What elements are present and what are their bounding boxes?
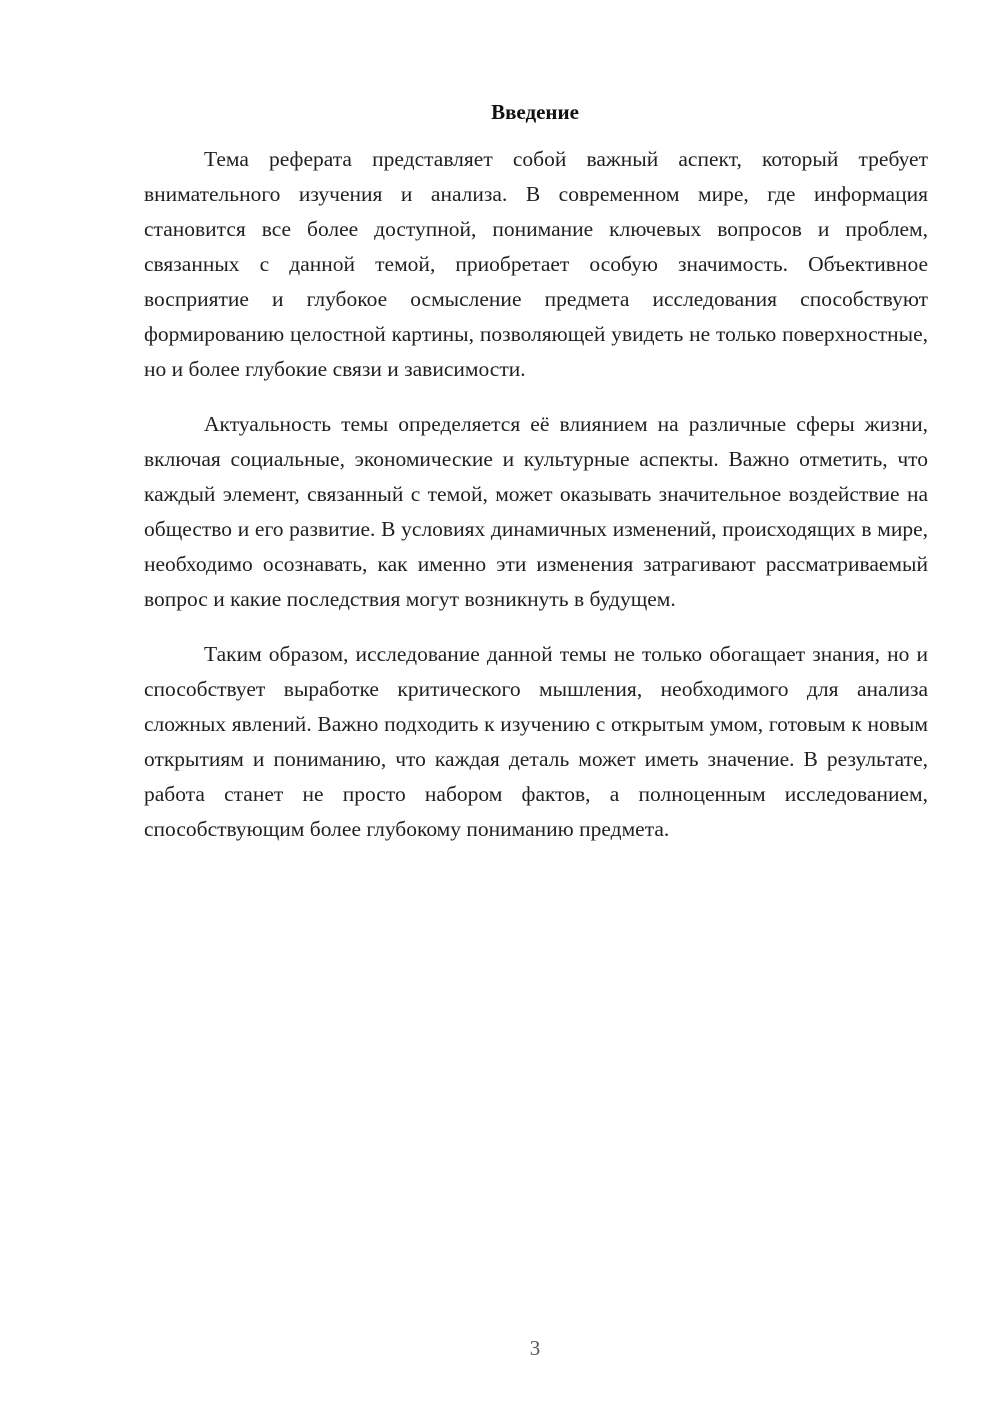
paragraph-3: Таким образом, исследование данной темы не только обогащает знания, но и способствует выработке критического мышления, необходимого для анализа сложных явлений. Важно подходить к изучению с открытым умом, готовым к новым открытиям и пониманию, что каждая деталь может иметь значение. В результате, работа станет не просто набором фактов, а полноценным исследованием, способствующим более глубокому пониманию предмета. — [144, 642, 928, 841]
paragraph-1: Тема реферата представляет собой важный аспект, который требует внимательного изучения и анализа. В современном мире, где информация становится все более доступной, понимание ключевых вопросов и проблем, связанных с данной темой, приобретает особую значимость. Объективное восприятие и глубокое осмысление предмета исследования способствуют формированию целостной картины, позволяющей увидеть не только поверхностные, но и более глубокие связи и зависимости. — [144, 147, 928, 381]
document-body — [144, 142, 928, 867]
page-title: Введение — [491, 100, 579, 124]
page-number: 3 — [529, 1336, 541, 1360]
paragraph-2: Актуальность темы определяется её влиянием на различные сферы жизни, включая социальные, экономические и культурные аспекты. Важно отметить, что каждый элемент, связанный с темой, может оказывать значительное воздействие на общество и его развитие. В условиях динамичных изменений, происходящих в мире, необходимо осознавать, как именно эти изменения затрагивают рассматриваемый вопрос и какие последствия могут возникнуть в будущем. — [144, 412, 928, 611]
